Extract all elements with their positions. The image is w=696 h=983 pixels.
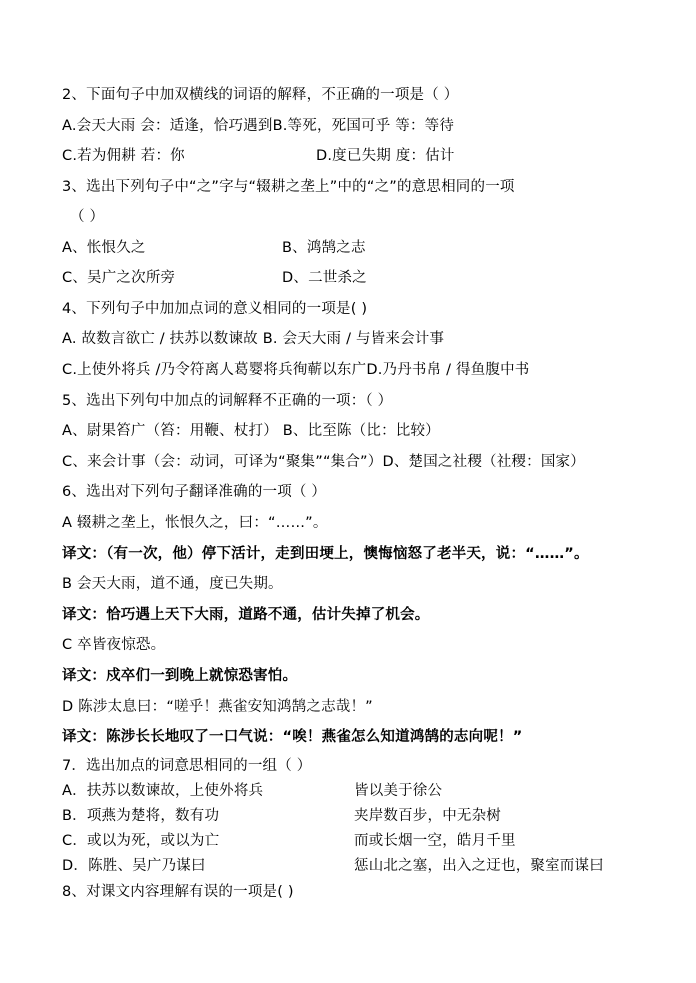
- option-a: A、怅恨久之: [62, 240, 146, 256]
- option-d-right: 惩山北之塞，出入之迂也，聚室而谋曰: [354, 858, 604, 874]
- option-c-left: C．或以为死，或以为亡: [62, 833, 220, 849]
- option-ab-q4: A. 故数言欲亡 / 扶苏以数谏故 B. 会天大雨 / 与皆来会计事: [62, 331, 445, 347]
- option-d-left: D．陈胜、吴广乃谋曰: [62, 858, 206, 874]
- option-a-left: A．扶苏以数谏故，上使外将兵: [62, 783, 264, 799]
- option-a-right: 皆以美于徐公: [354, 783, 443, 799]
- option-ab-q2: A.会天大雨 会：适逢，恰巧遇到B.等死，死国可乎 等：等待: [62, 118, 455, 134]
- option-b-left: B．项燕为楚将，数有功: [62, 808, 220, 824]
- question-3: 3、选出下列句子中“之”字与“辍耕之垄上”中的“之”的意思相同的一项: [62, 179, 515, 195]
- option-d-q6: D 陈涉太息曰：“嗟乎！燕雀安知鸿鹄之志哉！”: [62, 699, 373, 715]
- option-c: C、吴广之次所旁: [62, 270, 176, 286]
- option-a-q6: A 辍耕之垄上，怅恨久之，曰：“……”。: [62, 515, 328, 531]
- option-b-q6: B 会天大雨，道不通，度已失期。: [62, 576, 283, 592]
- translation-b: 译文：恰巧遇上天下大雨，道路不通，估计失掉了机会。: [62, 607, 430, 623]
- question-8: 8、对课文内容理解有误的一项是( ): [62, 884, 294, 900]
- option-cd-q4: C.上使外将兵 /乃令符离人葛婴将兵徇蕲以东广D.乃丹书帛 / 得鱼腹中书: [62, 362, 530, 378]
- option-ab-q5: A、尉果笞广（笞：用鞭、杖打） B、比至陈（比：比较）: [62, 423, 440, 439]
- translation-a: 译文：（有一次，他）停下活计，走到田埂上，懊悔恼怒了老半天，说：“……”。: [62, 546, 589, 562]
- option-c: C.若为佣耕 若：你: [62, 148, 185, 164]
- option-b: B、鸿鹄之志: [282, 240, 366, 256]
- question-4: 4、下列句子中加加点词的意义相同的一项是( ): [62, 301, 368, 317]
- question-5: 5、选出下列句中加点的词解释不正确的一项：（ ）: [62, 393, 393, 409]
- translation-c: 译文：戍卒们一到晚上就惊恐害怕。: [62, 668, 298, 684]
- option-c-q6: C 卒皆夜惊恐。: [62, 637, 166, 653]
- question-3-paren: （ ）: [70, 209, 105, 225]
- question-6: 6、选出对下列句子翻译准确的一项（ ）: [62, 484, 327, 500]
- option-d: D.度已失期 度：估计: [316, 148, 455, 164]
- option-d: D、二世杀之: [282, 270, 367, 286]
- question-2: 2、下面句子中加双横线的词语的解释，不正确的一项是（ ）: [62, 87, 459, 103]
- translation-d: 译文：陈涉长长地叹了一口气说：“唉！燕雀怎么知道鸿鹄的志向呢！”: [62, 729, 523, 745]
- question-7: 7．选出加点的词意思相同的一组（ ）: [62, 758, 312, 774]
- option-c-right: 而或长烟一空，皓月千里: [354, 833, 516, 849]
- option-b-right: 夹岸数百步，中无杂树: [354, 808, 501, 824]
- option-cd-q5: C、来会计事（会：动词，可译为“聚集”“集合”）D、楚国之社稷（社稷：国家）: [62, 454, 585, 470]
